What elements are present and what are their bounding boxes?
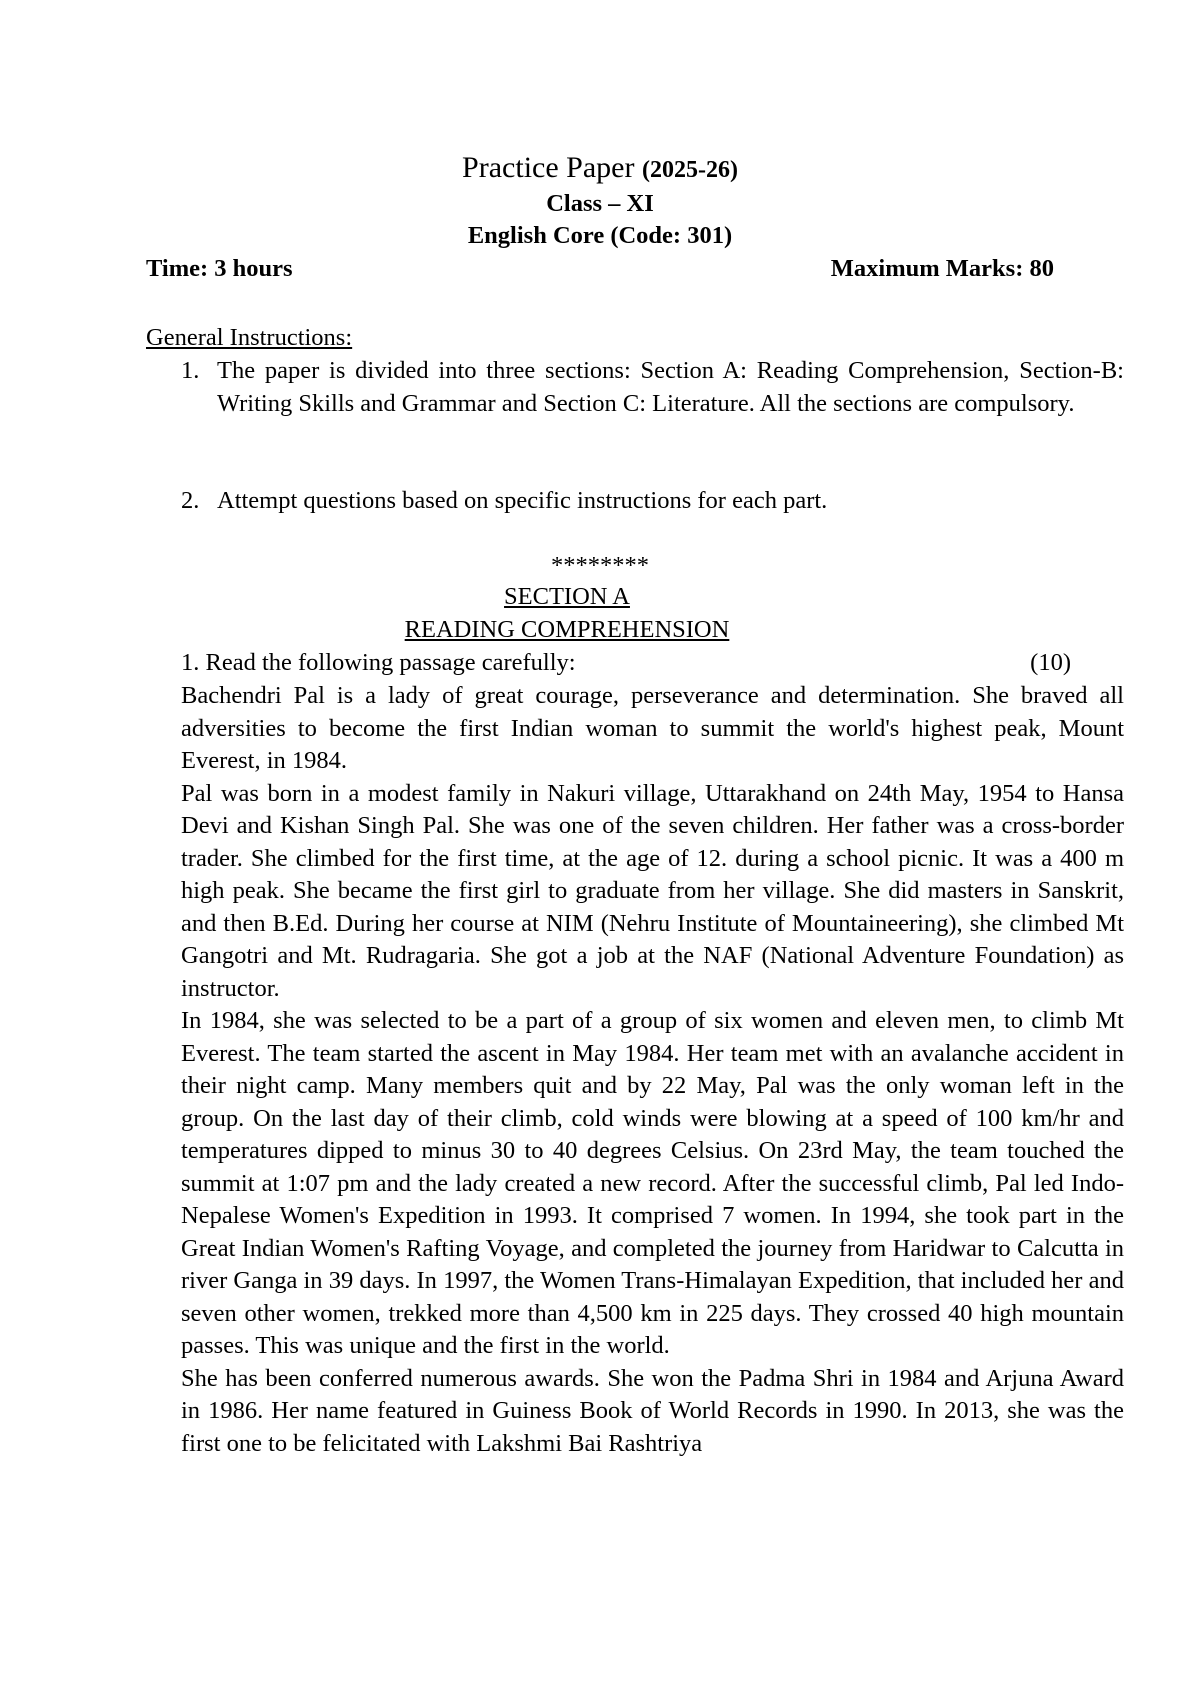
passage-paragraph: She has been conferred numerous awards. She won the Padma Shri in 1984 and Arjuna Award in 1986. Her name featured in Guiness Book of World Records in 1990. In 2013, she was the first one to be felicitated with Lakshmi Bai Rashtriya xyxy=(181,1364,1124,1457)
paper-title-year: (2025-26) xyxy=(641,157,738,183)
time-marks-row xyxy=(146,253,1054,286)
instruction-item xyxy=(146,355,1124,420)
question-prompt xyxy=(181,647,576,680)
question-number: 1. xyxy=(181,649,200,676)
instruction-number: 2. xyxy=(181,487,200,514)
instruction-item xyxy=(146,485,1124,518)
instruction-number: 1. xyxy=(181,357,200,384)
passage-paragraph: In 1984, she was selected to be a part of a group of six women and eleven men, to climb Mt Everest. The team started the ascent in May 1984. Her team met with an avalanche accident in their night camp. Many members quit and by 22 May, Pal was the only woman left in the group. On the last day of their climb, cold winds were blowing at a speed of 100 km/hr and temperatures dipped to minus 30 to 40 degrees Celsius. On 23rd May, the team touched the summit at 1:07 pm and the lady created a new record. After the successful climb, Pal led Indo-Nepalese Women's Expedition in 1993. It comprised 7 women. In 1994, she took part in the Great Indian Women's Rafting Voyage, and completed the journey from Haridwar to Calcutta in river Ganga in 39 days. In 1997, the Women Trans-Himalayan Expedition, that included her and seven other women, trekked more than 4,500 km in 225 days. They crossed 40 high mountain passes. This was unique and the first in the world. xyxy=(181,1007,1124,1359)
question-row xyxy=(181,647,1071,680)
instruction-text: Attempt questions based on specific instructions for each part. xyxy=(217,487,828,514)
reading-passage xyxy=(181,680,1124,1460)
question-text: Read the following passage carefully: xyxy=(205,649,576,676)
passage-paragraph: Bachendri Pal is a lady of great courage, perseverance and determination. She braved all adversities to become the first Indian woman to summit the world's highest peak, Mount Everest, in 1984. xyxy=(181,682,1124,774)
paper-title xyxy=(0,150,1200,188)
passage-paragraph: Pal was born in a modest family in Nakuri village, Uttarakhand on 24th May, 1954 to Hansa Devi and Kishan Singh Pal. She was one of the seven children. Her father was a cross-border trader. She climbed for the first time, at the age of 12. during a school picnic. It was a 400 m high peak. She became the first girl to graduate from her village. She did masters in Sanskrit, and then B.Ed. During her course at NIM (Nehru Institute of Mountaineering), she climbed Mt Gangotri and Mt. Rudragaria. She got a job at the NAF (National Adventure Foundation) as instructor. xyxy=(181,779,1124,1002)
class-line: Class – XI xyxy=(546,190,654,217)
paper-title-main: Practice Paper xyxy=(462,151,635,184)
instruction-text: The paper is divided into three sections: Section A: Reading Comprehension, Section-B: Writing Skills and Grammar and Section C: Literature. All the sections are compulsory. xyxy=(217,357,1124,417)
separator-stars: ******** xyxy=(551,552,649,579)
section-a-subtitle: READING COMPREHENSION xyxy=(404,616,730,643)
subject-line: English Core (Code: 301) xyxy=(467,222,733,249)
max-marks-label: Maximum Marks: 80 xyxy=(830,255,1054,282)
question-marks: (10) xyxy=(1030,649,1071,676)
general-instructions-heading: General Instructions: xyxy=(146,324,353,351)
time-label: Time: 3 hours xyxy=(146,255,293,282)
section-a-title: SECTION A xyxy=(504,583,630,610)
